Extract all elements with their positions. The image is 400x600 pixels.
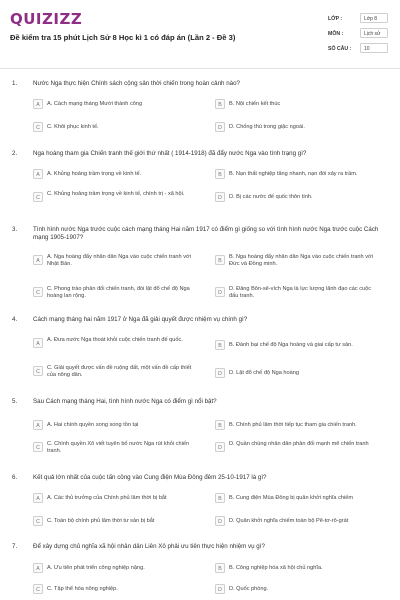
worksheet-info-table: [324, 13, 390, 58]
option-text: B. Nga hoàng đẩy nhân dân Nga vào cuộc chiến tranh với Đức và Đồng minh.: [229, 254, 373, 267]
option-text: B. Đánh bại chế độ Nga hoàng và giai cấp tư sản.: [229, 341, 353, 348]
option-letter-box: D: [215, 516, 225, 526]
option-letter-box: A: [33, 169, 43, 179]
question-text: Cách mạng tháng hai năm 1917 ở Nga đã giải quyết được nhiệm vụ chính gì?: [33, 316, 248, 323]
option-text: B. Nội chiến kết thúc: [229, 100, 281, 107]
option-text: A. Ưu tiên phát triển công nghiệp nặng.: [47, 564, 145, 571]
option-letter-box: D: [215, 368, 225, 378]
option-letter-box: B: [215, 420, 225, 430]
question-number: 5.: [12, 398, 18, 405]
option-text: D. Quân khởi nghĩa chiếm toàn bộ Pê-tơ-rô-grát: [229, 517, 349, 524]
option-text: C. Toàn bộ chính phủ lâm thời tư sản bị bắt: [47, 517, 155, 524]
option-letter-box: D: [215, 287, 225, 297]
option-letter-box: D: [215, 122, 225, 132]
option-text: C. Tập thể hóa nông nghiệp.: [47, 585, 118, 592]
option-text: B. Công nghiệp hóa xã hội chủ nghĩa.: [229, 564, 323, 571]
option-letter-box: A: [33, 493, 43, 503]
option-text: D. Bị các nước đế quốc thôn tính.: [229, 193, 313, 200]
option-text: A. Đưa nước Nga thoát khỏi cuộc chiến tranh đế quốc.: [47, 337, 183, 343]
option-text: C. Khủng hoảng trầm trọng về kinh tế, chính trị - xã hội.: [47, 191, 185, 197]
option-letter-box: B: [215, 99, 225, 109]
option-text: A. Nga hoàng đẩy nhân dân Nga vào cuộc chiến tranh với Nhật Bản.: [47, 254, 191, 267]
option-text: B. Cung điện Mùa Đông bị quân khởi nghĩa chiếm: [229, 494, 354, 501]
option-text: B. Nạn thất nghiệp tăng nhanh, nạn đói xảy ra trầm.: [229, 170, 358, 177]
option-letter-box: A: [33, 563, 43, 573]
option-letter-box: C: [33, 192, 43, 202]
option-letter-box: A: [33, 99, 43, 109]
option-letter-box: B: [215, 563, 225, 573]
option-letter-box: B: [215, 255, 225, 265]
question-number: 7.: [12, 543, 18, 550]
info-row-class: [324, 13, 390, 28]
option-text: C. Phong trào phản đối chiến tranh, đòi lật đổ chế độ Nga hoàng lan rộng.: [47, 286, 190, 299]
info-value-class: Lớp 8: [360, 13, 388, 23]
question-text: Nước Nga thực hiện Chính sách cộng sản thời chiến trong hoàn cảnh nào?: [33, 80, 240, 87]
quizizz-logo: QUIZIZZ: [10, 10, 83, 28]
info-row-subject: [324, 28, 390, 43]
option-letter-box: D: [215, 442, 225, 452]
worksheet-title: Đề kiểm tra 15 phút Lịch Sử 8 Học kì 1 có đáp án (Lần 2 - Đề 3): [10, 33, 236, 42]
header-divider: [0, 68, 400, 69]
option-letter-box: A: [33, 420, 43, 430]
option-letter-box: C: [33, 287, 43, 297]
question-text: Để xây dựng chủ nghĩa xã hội nhân dân Liên Xô phải ưu tiên thực hiện nhiệm vụ gì?: [33, 543, 265, 550]
question-number: 1.: [12, 80, 18, 87]
question-number: 3.: [12, 226, 18, 233]
option-text: C. Chính quyền Xô viết tuyên bố nước Nga rút khỏi chiến tranh.: [47, 441, 190, 454]
option-letter-box: A: [33, 255, 43, 265]
info-row-question-count: [324, 43, 390, 58]
question-text: Kết quả lớn nhất của cuộc tấn công vào Cung điện Mùa Đông đêm 25-10-1917 là gì?: [33, 474, 267, 481]
option-text: C. Khôi phục kinh tế.: [47, 123, 99, 130]
option-text: A. Các thủ trưởng của Chính phủ lâm thời bị bắt: [47, 494, 167, 501]
option-letter-box: C: [33, 584, 43, 594]
option-text: C. Giải quyết được vấn đề ruộng đất, một vấn đề cấp thiết của nông dân.: [47, 365, 192, 378]
question-number: 4.: [12, 316, 18, 323]
worksheet-header: [0, 0, 400, 64]
question-text: Tình hình nước Nga trước cuộc cách mạng tháng Hai năm 1917 có điểm gì giống so với tình hình nước Nga trước cuộc Cách mạng 1905-1907?: [33, 226, 379, 242]
option-letter-box: C: [33, 442, 43, 452]
info-label-class: LỚP :: [328, 16, 343, 22]
question-text: Sau Cách mạng tháng Hai, tình hình nước Nga có điểm gì nổi bật?: [33, 398, 217, 405]
option-text: A. Hai chính quyền song song tồn tại: [47, 421, 139, 428]
info-value-subject: Lịch sử: [360, 28, 388, 38]
option-letter-box: C: [33, 516, 43, 526]
option-text: A. Cách mạng tháng Mười thành công: [47, 100, 143, 107]
question-number: 6.: [12, 474, 18, 481]
option-letter-box: C: [33, 122, 43, 132]
option-letter-box: B: [215, 493, 225, 503]
question-text: Nga hoàng tham gia Chiến tranh thế giới thứ nhất ( 1914-1918) đã đẩy nước Nga vào tình trạng gì?: [33, 150, 307, 157]
option-letter-box: D: [215, 584, 225, 594]
option-text: D. Lật đổ chế độ Nga hoàng: [229, 369, 299, 376]
option-letter-box: C: [33, 366, 43, 376]
option-text: D. Quốc phòng.: [229, 585, 269, 592]
info-label-subject: MÔN :: [328, 31, 344, 37]
option-text: D. Đảng Bôn-sê-vích Nga là lực lượng lãnh đạo các cuộc đấu tranh.: [229, 286, 372, 299]
option-letter-box: B: [215, 340, 225, 350]
info-label-question-count: SỐ CÂU :: [328, 46, 352, 52]
option-text: B. Chính phủ lâm thời tiếp tục tham gia chiến tranh.: [229, 421, 357, 428]
option-text: D. Chống thù trong giặc ngoài.: [229, 123, 305, 130]
option-letter-box: A: [33, 338, 43, 348]
question-number: 2.: [12, 150, 18, 157]
info-value-question-count: 10: [360, 43, 388, 53]
option-letter-box: D: [215, 192, 225, 202]
option-text: A. Khủng hoảng trầm trọng về kinh tế.: [47, 170, 142, 177]
option-text: D. Quần chúng nhân dân phản đối mạnh mẽ chiến tranh: [229, 441, 369, 447]
option-letter-box: B: [215, 169, 225, 179]
